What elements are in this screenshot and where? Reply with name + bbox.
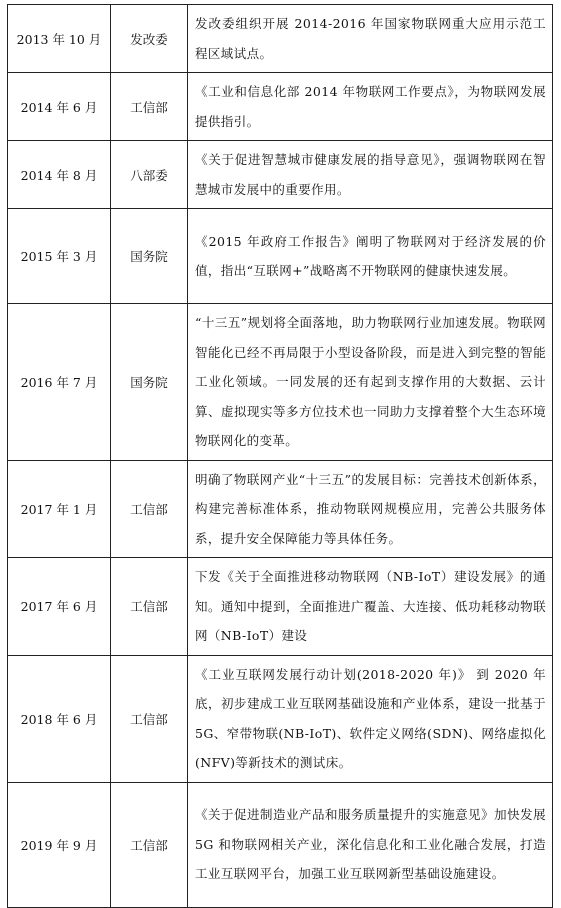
table-row xyxy=(8,655,553,782)
date-cell: 2013 年 10 月 xyxy=(8,5,111,73)
department-cell: 工信部 xyxy=(111,782,188,907)
table-row xyxy=(8,304,553,461)
description-cell: 明确了物联网产业“十三五”的发展目标：完善技术创新体系，构建完善标准体系，推动物联网规模应用，完善公共服务体系，提升安全保障能力等具体任务。 xyxy=(188,460,553,558)
description-cell: 《2015 年政府工作报告》阐明了物联网对于经济发展的价值，指出“互联网+”战略离不开物联网的健康快速发展。 xyxy=(188,209,553,304)
department-cell: 工信部 xyxy=(111,73,188,141)
table-row xyxy=(8,782,553,907)
description-cell: 下发《关于全面推进移动物联网（NB-IoT）建设发展》的通知。通知中提到，全面推进广覆盖、大连接、低功耗移动物联网（NB-IoT）建设 xyxy=(188,558,553,656)
description-cell: 发改委组织开展 2014-2016 年国家物联网重大应用示范工程区域试点。 xyxy=(188,5,553,73)
date-cell: 2017 年 1 月 xyxy=(8,460,111,558)
date-cell: 2016 年 7 月 xyxy=(8,304,111,461)
date-cell: 2018 年 6 月 xyxy=(8,655,111,782)
department-cell: 工信部 xyxy=(111,558,188,656)
policy-timeline-table xyxy=(7,4,553,908)
department-cell: 国务院 xyxy=(111,304,188,461)
date-cell: 2015 年 3 月 xyxy=(8,209,111,304)
department-cell: 工信部 xyxy=(111,655,188,782)
department-cell: 发改委 xyxy=(111,5,188,73)
department-cell: 八部委 xyxy=(111,141,188,209)
department-cell: 国务院 xyxy=(111,209,188,304)
date-cell: 2014 年 8 月 xyxy=(8,141,111,209)
table-row xyxy=(8,5,553,73)
description-cell: 《工业和信息化部 2014 年物联网工作要点》，为物联网发展提供指引。 xyxy=(188,73,553,141)
description-cell: “十三五”规划将全面落地，助力物联网行业加速发展。物联网智能化已经不再局限于小型设备阶段，而是进入到完整的智能工业化领域。一同发展的还有起到支撑作用的大数据、云计算、虚拟现实等多方位技术也一同助力支撑着整个大生态环境物联网化的变革。 xyxy=(188,304,553,461)
table-row xyxy=(8,209,553,304)
date-cell: 2019 年 9 月 xyxy=(8,782,111,907)
table-row xyxy=(8,460,553,558)
date-cell: 2014 年 6 月 xyxy=(8,73,111,141)
department-cell: 工信部 xyxy=(111,460,188,558)
date-cell: 2017 年 6 月 xyxy=(8,558,111,656)
description-cell: 《工业互联网发展行动计划(2018-2020 年)》 到 2020 年底，初步建成工业互联网基础设施和产业体系，建设一批基于 5G、窄带物联(NB-IoT)、软件定义网络(SDN)、网络虚拟化(NFV)等新技术的测试床。 xyxy=(188,655,553,782)
table-row xyxy=(8,558,553,656)
description-cell: 《关于促进制造业产品和服务质量提升的实施意见》加快发展 5G 和物联网相关产业，深化信息化和工业化融合发展，打造工业互联网平台，加强工业互联网新型基础设施建设。 xyxy=(188,782,553,907)
table-row xyxy=(8,141,553,209)
description-cell: 《关于促进智慧城市健康发展的指导意见》，强调物联网在智慧城市发展中的重要作用。 xyxy=(188,141,553,209)
table-row xyxy=(8,73,553,141)
